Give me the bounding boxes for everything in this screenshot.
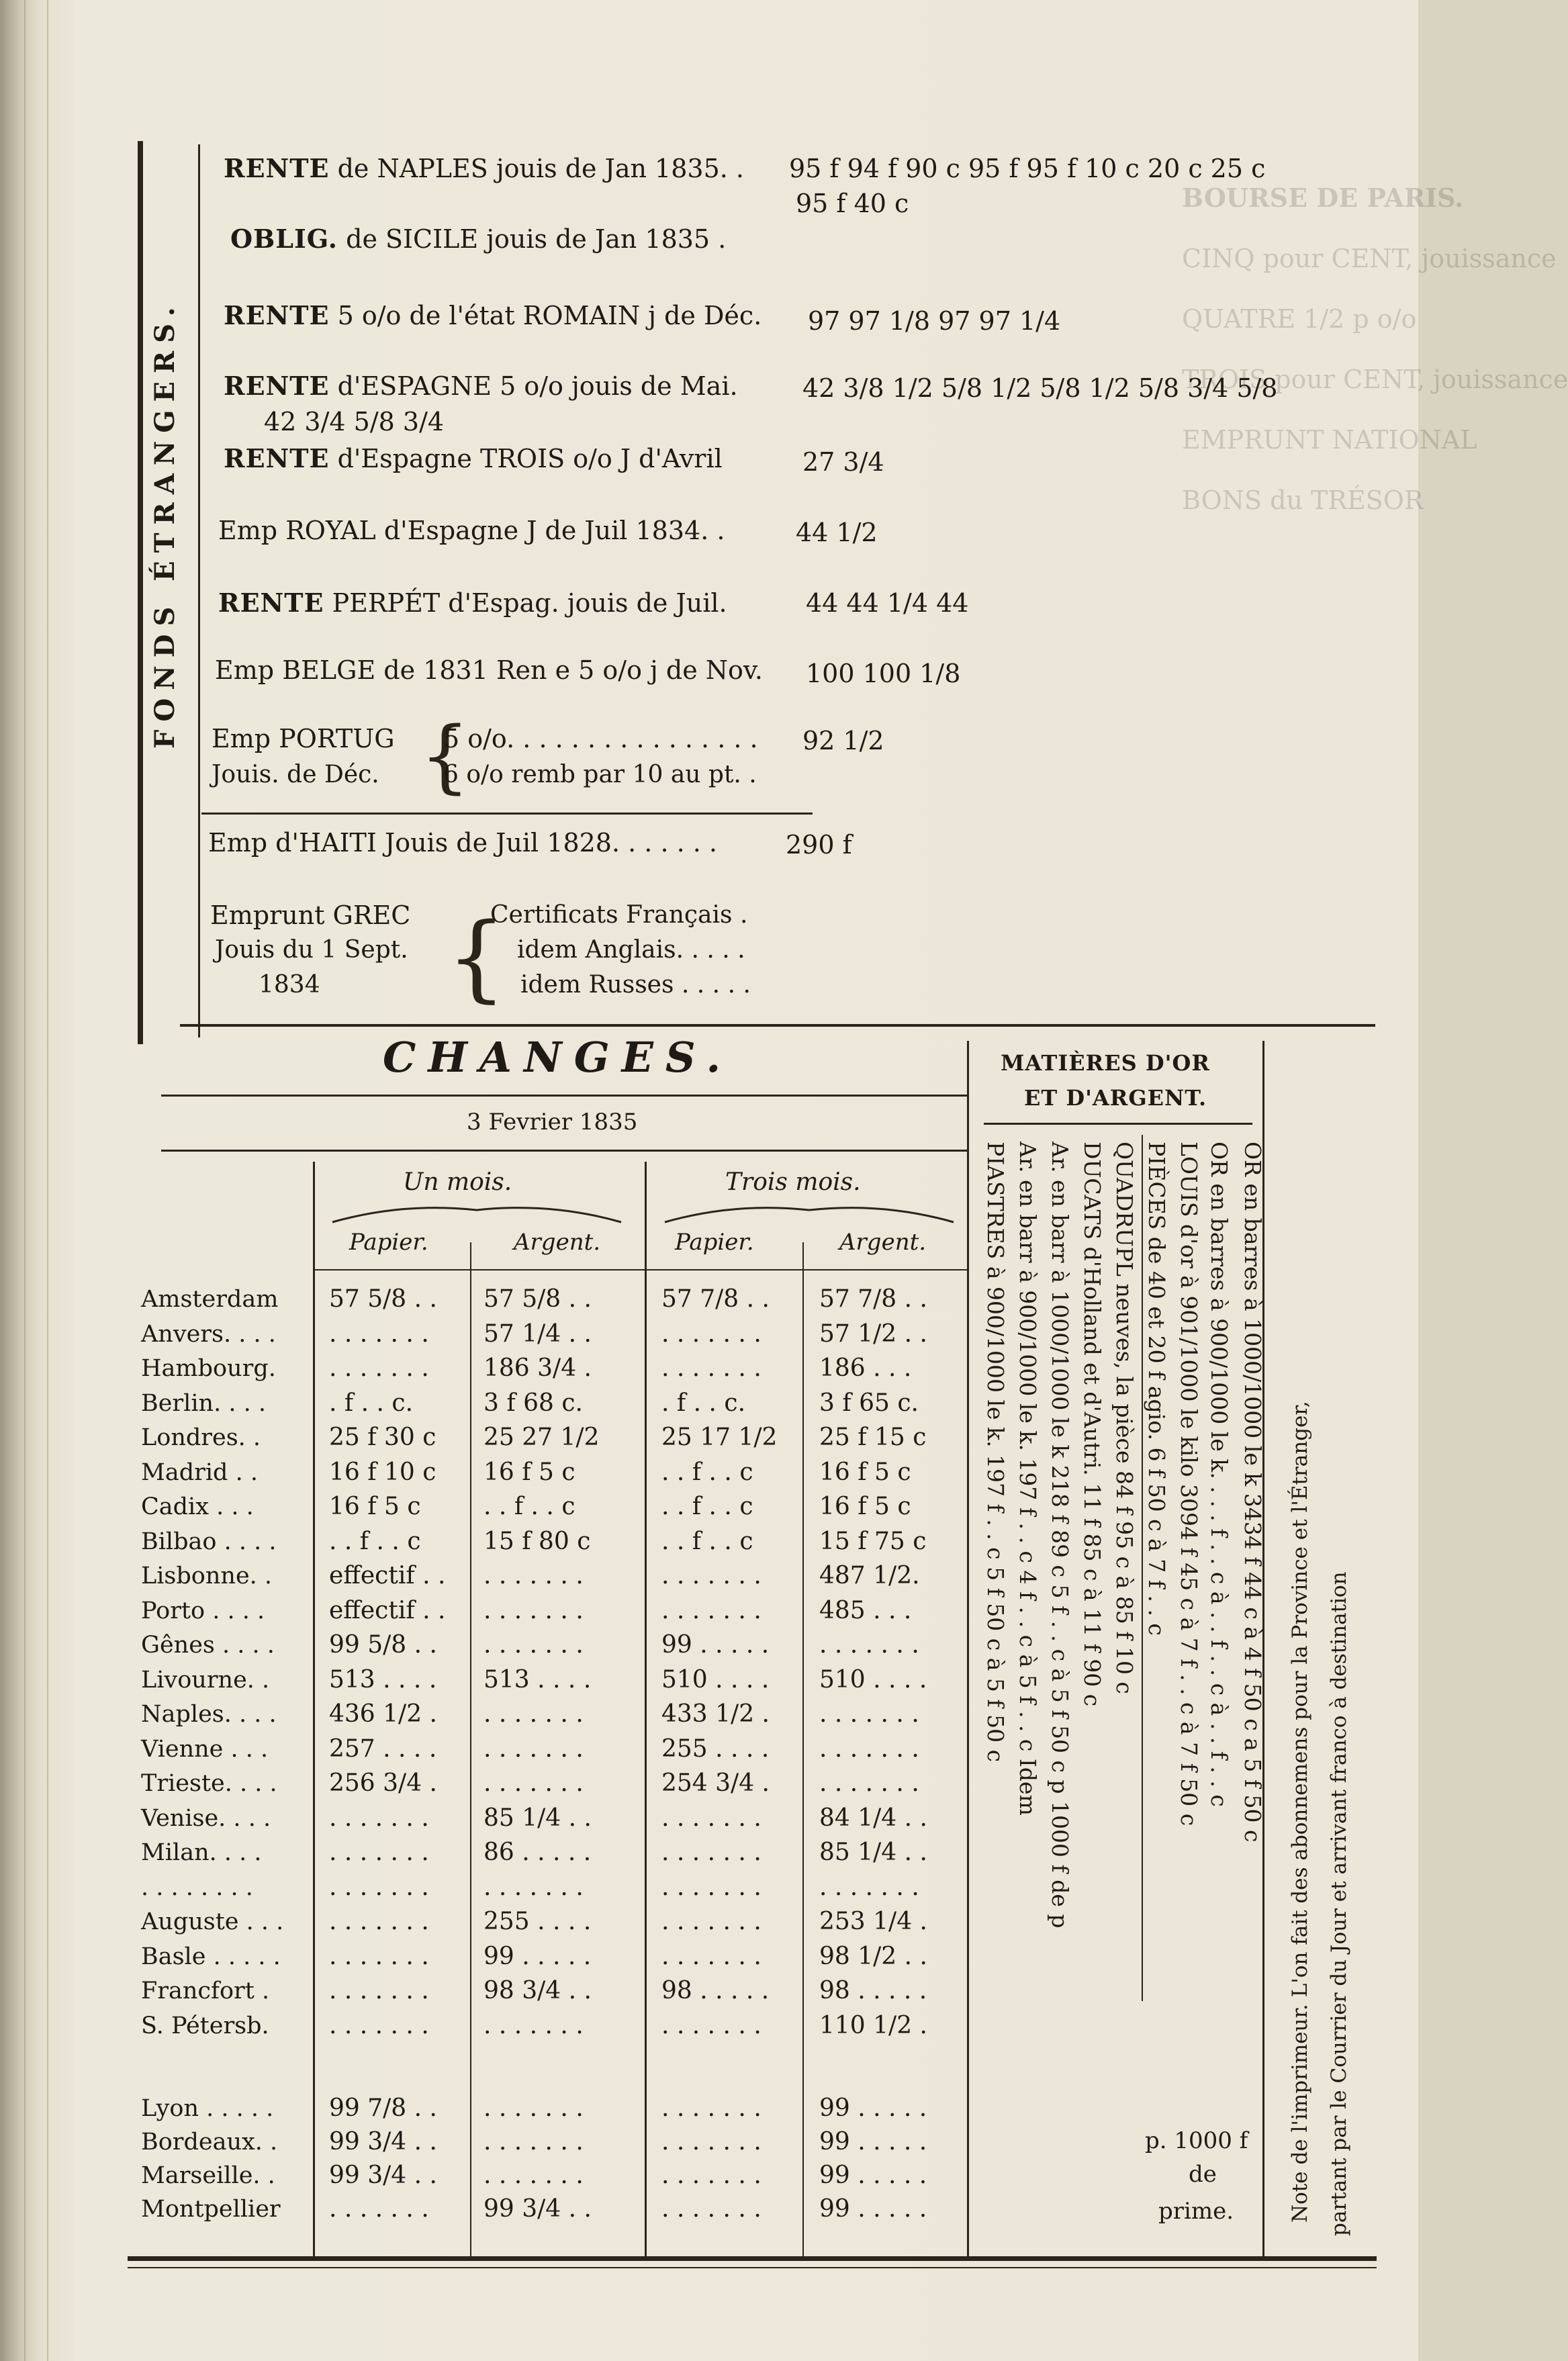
argent-un-mois-cell: 57 1/4 . . xyxy=(483,1320,592,1348)
city-cell: Amsterdam xyxy=(141,1286,279,1313)
city-cell: S. Pétersb. xyxy=(141,2012,269,2039)
papier-trois-mois-cell: . . . . . . . xyxy=(661,1839,762,1866)
argent-un-mois-cell: . . . . . . . xyxy=(483,1700,584,1728)
fonds-row-label: ROYAL d'Espagne J de Juil 1834. . xyxy=(277,516,725,545)
divider-line xyxy=(161,1095,967,1097)
papier-un-mois-cell: 513 . . . . xyxy=(329,1665,437,1694)
city-cell: Berlin. . . . xyxy=(141,1389,266,1417)
argent-trois-mois-cell: 15 f 75 c xyxy=(819,1527,927,1555)
argent-un-mois-cell: . . . . . . . xyxy=(483,2011,584,2039)
argent-un-mois-cell: . . . . . . . xyxy=(483,1596,584,1624)
matieres-line: PIÈCES de 40 et 20 f agio. 6 f 50 c à 7 f . . c xyxy=(1144,1142,1170,1636)
printer-note: partant par le Courrier du Jour et arrivant franco à destination xyxy=(1327,1571,1351,2236)
papier-un-mois-cell: 99 3/4 . . xyxy=(329,2128,437,2156)
argent-trois-mois-cell: 98 1/2 . . xyxy=(819,1942,927,1970)
argent-un-mois-cell: 25 27 1/2 xyxy=(483,1424,600,1451)
argent-trois-mois-cell: 99 . . . . . xyxy=(819,2094,927,2122)
header-flourish xyxy=(661,1195,957,1229)
argent-un-mois-cell: 513 . . . . xyxy=(483,1665,592,1694)
city-cell: Montpellier xyxy=(141,2196,281,2223)
column-divider xyxy=(802,1242,804,2256)
city-cell: Anvers. . . . xyxy=(141,1320,276,1348)
argent-un-mois-cell: . . f . . c xyxy=(483,1493,575,1520)
argent-un-mois-cell: 98 3/4 . . xyxy=(483,1977,592,2004)
argent-un-mois-cell: 16 f 5 c xyxy=(483,1458,575,1486)
fonds-row-kind: RENTE xyxy=(224,371,330,401)
column-divider xyxy=(967,1041,969,2256)
argent-un-mois-cell: 15 f 80 c xyxy=(483,1527,591,1555)
papier-trois-mois-cell: . . . . . . . xyxy=(661,1354,762,1382)
fonds-row-kind: Emp xyxy=(218,516,278,545)
city-cell: Marseille. . xyxy=(141,2162,275,2189)
city-cell: Bordeaux. . xyxy=(141,2129,278,2156)
prime-label: de xyxy=(1189,2161,1217,2188)
city-cell: Milan. . . . xyxy=(141,1839,262,1866)
fonds-row-kind: RENTE xyxy=(224,443,330,473)
fonds-row-prices: 27 3/4 xyxy=(802,447,884,477)
argent-trois-mois-cell: . . . . . . . xyxy=(819,1734,919,1763)
argent-un-mois-cell: 186 3/4 . xyxy=(483,1354,592,1382)
papier-un-mois-cell: . . . . . . . xyxy=(329,1320,429,1348)
portug-label: Emp PORTUG xyxy=(212,724,395,753)
changes-title: CHANGES. xyxy=(383,1033,733,1082)
fonds-row-kind: RENTE xyxy=(224,153,330,183)
brace-icon: { xyxy=(420,709,471,802)
fonds-row-label: BELGE de 1831 Ren e 5 o/o j de Nov. xyxy=(274,655,763,685)
header-flourish xyxy=(329,1195,625,1229)
fonds-row-espagne-trois xyxy=(224,443,723,474)
city-cell: Hambourg. xyxy=(141,1355,276,1382)
header-trois-mois: Trois mois. xyxy=(725,1168,861,1196)
bleed-through xyxy=(1182,168,1568,530)
argent-trois-mois-cell: 253 1/4 . xyxy=(819,1908,927,1935)
papier-un-mois-cell: effectif . . xyxy=(329,1562,446,1589)
matieres-line: Ar. en barr à 1000/1000 le k 218 f 89 c 5 f . . c à 5 f 50 c p 1000 f de p xyxy=(1047,1142,1073,1929)
city-cell: Livourne. . xyxy=(141,1666,270,1694)
argent-un-mois-cell: 57 5/8 . . xyxy=(483,1285,592,1313)
fonds-row-naples xyxy=(224,153,744,184)
argent-trois-mois-cell: 85 1/4 . . xyxy=(819,1839,927,1866)
papier-un-mois-cell: . . f . . c xyxy=(329,1527,421,1555)
papier-un-mois-cell: 16 f 10 c xyxy=(329,1458,436,1486)
bleed-line: TROIS pour CENT, jouissance xyxy=(1182,365,1568,394)
brace-icon: { xyxy=(447,903,507,1013)
papier-un-mois-cell: 99 5/8 . . xyxy=(329,1631,437,1659)
argent-un-mois-cell: . . . . . . . xyxy=(483,1769,584,1797)
papier-trois-mois-cell: . . . . . . . xyxy=(661,1873,762,1901)
papier-trois-mois-cell: . . f . . c xyxy=(661,1527,753,1555)
city-cell: Cadix . . . xyxy=(141,1493,254,1520)
argent-un-mois-cell: 99 . . . . . xyxy=(483,1942,592,1970)
fonds-etrangers-label: FONDS ÉTRANGERS. xyxy=(149,299,181,749)
papier-trois-mois-cell: 25 17 1/2 xyxy=(661,1424,778,1451)
divider-line xyxy=(984,1123,1252,1125)
argent-trois-mois-cell: 186 . . . xyxy=(819,1354,912,1382)
header-argent: Argent. xyxy=(839,1229,927,1256)
papier-un-mois-cell: . . . . . . . xyxy=(329,2195,429,2223)
argent-trois-mois-cell: 16 f 5 c xyxy=(819,1493,911,1520)
papier-trois-mois-cell: . . f . . c xyxy=(661,1458,753,1486)
papier-un-mois-cell: . . . . . . . xyxy=(329,1804,429,1832)
matieres-line: OR en barres à 1000/1000 le k 3434 f 44 c à 4 f 50 c a 5 f 50 c xyxy=(1240,1142,1266,1843)
argent-trois-mois-cell: 99 . . . . . xyxy=(819,2195,927,2223)
bleed-line: BOURSE DE PARIS. xyxy=(1182,183,1464,213)
fonds-row-kind: OBLIG. xyxy=(230,224,338,254)
argent-un-mois-cell: . . . . . . . xyxy=(483,2094,584,2122)
papier-trois-mois-cell: . f . . c. xyxy=(661,1389,746,1417)
column-divider xyxy=(645,1162,647,2256)
fonds-row-kind: RENTE xyxy=(218,588,324,618)
city-cell: Lisbonne. . xyxy=(141,1563,273,1589)
fonds-row-sicile xyxy=(230,224,726,254)
argent-trois-mois-cell: . . . . . . . xyxy=(819,1873,919,1901)
papier-un-mois-cell: . . . . . . . xyxy=(329,1977,429,2004)
fonds-row-label: d'ESPAGNE 5 o/o jouis de Mai. xyxy=(329,371,738,401)
fonds-row-label: 5 o/o de l'état ROMAIN j de Déc. xyxy=(329,301,762,330)
grec-jouis: Jouis du 1 Sept. xyxy=(215,936,408,964)
matieres-line: OR en barres à 900/1000 le k. . . . f . . c à . . f . . c à . . f . . c xyxy=(1206,1142,1232,1807)
papier-un-mois-cell: 436 1/2 . xyxy=(329,1700,437,1728)
argent-un-mois-cell: . . . . . . . xyxy=(483,1734,584,1763)
grec-year: 1834 xyxy=(259,971,320,999)
changes-date: 3 Fevrier 1835 xyxy=(467,1109,638,1136)
argent-un-mois-cell: . . . . . . . xyxy=(483,2162,584,2189)
fonds-row-kind: Emp xyxy=(215,655,275,685)
papier-trois-mois-cell: 254 3/4 . xyxy=(661,1769,770,1797)
section-bracket-thick xyxy=(138,141,143,1044)
divider-line xyxy=(201,813,813,815)
papier-trois-mois-cell: 98 . . . . . xyxy=(661,1977,770,2004)
papier-trois-mois-cell: . . . . . . . xyxy=(661,2094,762,2122)
grec-idem-anglais: idem Anglais. . . . . xyxy=(517,936,745,964)
argent-trois-mois-cell: 98 . . . . . xyxy=(819,1977,927,2004)
papier-trois-mois-cell: . . . . . . . xyxy=(661,2011,762,2039)
portug-price: 92 1/2 xyxy=(802,726,884,755)
matieres-line: QUADRUPL neuves, la pièce 84 f 95 c à 85 f 10 c xyxy=(1111,1142,1138,1694)
fonds-row-continuation: 42 3/4 5/8 3/4 xyxy=(264,407,445,436)
argent-un-mois-cell: . . . . . . . xyxy=(483,1562,584,1589)
fonds-row-prices: 42 3/8 1/2 5/8 1/2 5/8 1/2 5/8 3/4 5/8 xyxy=(802,373,1278,403)
city-cell: Naples. . . . xyxy=(141,1701,277,1728)
papier-trois-mois-cell: . . . . . . . xyxy=(661,1562,762,1589)
argent-trois-mois-cell: . . . . . . . xyxy=(819,1769,919,1797)
papier-un-mois-cell: 256 3/4 . xyxy=(329,1769,437,1797)
fonds-row-label: de NAPLES jouis de Jan 1835. . xyxy=(329,154,744,183)
papier-trois-mois-cell: . . . . . . . xyxy=(661,1804,762,1832)
header-papier: Papier. xyxy=(675,1229,754,1256)
fonds-row-prices: 44 1/2 xyxy=(796,518,878,547)
divider-line xyxy=(313,1269,967,1270)
bottom-rule xyxy=(128,2267,1377,2268)
matieres-title: ET D'ARGENT. xyxy=(1024,1085,1207,1111)
papier-un-mois-cell: 16 f 5 c xyxy=(329,1493,421,1520)
fonds-row-label: d'Espagne TROIS o/o J d'Avril xyxy=(329,444,723,473)
papier-trois-mois-cell: 255 . . . . xyxy=(661,1734,770,1763)
haiti-price: 290 f xyxy=(786,830,852,860)
matieres-title: MATIÈRES D'OR xyxy=(1001,1050,1210,1076)
argent-un-mois-cell: 86 . . . . . xyxy=(483,1839,592,1866)
papier-trois-mois-cell: . . . . . . . xyxy=(661,1908,762,1935)
section-bracket-thin xyxy=(198,144,200,1037)
argent-trois-mois-cell: 3 f 65 c. xyxy=(819,1389,919,1417)
papier-un-mois-cell: 57 5/8 . . xyxy=(329,1285,437,1313)
city-cell: Gênes . . . . xyxy=(141,1632,275,1659)
bleed-line: QUATRE 1/2 p o/o xyxy=(1182,304,1417,334)
fonds-row-label: de SICILE jouis de Jan 1835 . xyxy=(338,224,727,254)
fonds-row-prices: 97 97 1/8 97 97 1/4 xyxy=(808,306,1061,336)
papier-trois-mois-cell: 57 7/8 . . xyxy=(661,1285,770,1313)
fonds-row-prices: 95 f 94 f 90 c 95 f 95 f 10 c 20 c 25 c xyxy=(789,154,1266,183)
argent-trois-mois-cell: 99 . . . . . xyxy=(819,2128,927,2156)
papier-trois-mois-cell: 433 1/2 . xyxy=(661,1700,770,1728)
city-cell: Venise. . . . xyxy=(141,1804,271,1832)
papier-trois-mois-cell: 510 . . . . xyxy=(661,1665,770,1694)
argent-un-mois-cell: 3 f 68 c. xyxy=(483,1389,583,1417)
papier-trois-mois-cell: . . . . . . . xyxy=(661,1596,762,1624)
argent-trois-mois-cell: 57 1/2 . . xyxy=(819,1320,927,1348)
page-edge-line xyxy=(47,0,48,2361)
page-edge-line xyxy=(24,0,26,2361)
fonds-row-royal xyxy=(218,515,725,546)
argent-trois-mois-cell: . . . . . . . xyxy=(819,1631,919,1659)
bleed-line: CINQ pour CENT, jouissance xyxy=(1182,244,1557,273)
bleed-line: BONS du TRÉSOR xyxy=(1182,485,1424,515)
argent-trois-mois-cell: . . . . . . . xyxy=(819,1700,919,1728)
papier-un-mois-cell: 99 7/8 . . xyxy=(329,2094,437,2122)
argent-un-mois-cell: 85 1/4 . . xyxy=(483,1804,592,1832)
papier-un-mois-cell: . . . . . . . xyxy=(329,1873,429,1901)
fonds-row-prices: 44 44 1/4 44 xyxy=(806,588,969,618)
divider-line xyxy=(161,1150,967,1152)
column-divider xyxy=(313,1162,315,2256)
portug-6pct: 6 o/o remb par 10 au pt. . xyxy=(443,761,757,788)
papier-un-mois-cell: 257 . . . . xyxy=(329,1734,437,1763)
papier-un-mois-cell: . . . . . . . xyxy=(329,1908,429,1935)
city-cell: Basle . . . . . xyxy=(141,1943,281,1970)
argent-un-mois-cell: . . . . . . . xyxy=(483,1631,584,1659)
fonds-row-kind: RENTE xyxy=(224,300,330,330)
matieres-line: PIASTRES à 900/1000 le k. 197 f . . c 5 f 50 c à 5 f 50 c xyxy=(982,1142,1009,1763)
argent-un-mois-cell: 255 . . . . xyxy=(483,1908,592,1935)
papier-un-mois-cell: effectif . . xyxy=(329,1596,446,1624)
column-divider xyxy=(470,1242,471,2256)
argent-trois-mois-cell: 99 . . . . . xyxy=(819,2162,927,2189)
papier-trois-mois-cell: . . . . . . . xyxy=(661,1320,762,1348)
papier-un-mois-cell: 99 3/4 . . xyxy=(329,2162,437,2189)
fonds-row-prices: 95 f 40 c xyxy=(796,189,909,218)
papier-un-mois-cell: . . . . . . . xyxy=(329,1942,429,1970)
city-cell: Vienne . . . xyxy=(141,1735,269,1763)
papier-trois-mois-cell: . . . . . . . xyxy=(661,2162,762,2189)
fonds-row-romain xyxy=(224,300,762,331)
argent-trois-mois-cell: 84 1/4 . . xyxy=(819,1804,927,1832)
papier-trois-mois-cell: 99 . . . . . xyxy=(661,1631,770,1659)
argent-trois-mois-cell: 510 . . . . xyxy=(819,1665,927,1694)
papier-un-mois-cell: . f . . c. xyxy=(329,1389,414,1417)
section-divider xyxy=(180,1024,1375,1027)
papier-un-mois-cell: . . . . . . . xyxy=(329,1354,429,1382)
bleed-line: EMPRUNT NATIONAL xyxy=(1182,425,1477,455)
fonds-row-belge xyxy=(215,655,763,686)
fonds-row-espagne xyxy=(224,371,738,402)
portug-jouis: Jouis. de Déc. xyxy=(212,761,379,788)
fonds-row-perpet xyxy=(218,588,727,618)
city-cell: . . . . . . . . xyxy=(141,1873,253,1901)
argent-trois-mois-cell: 16 f 5 c xyxy=(819,1458,911,1486)
papier-un-mois-cell: . . . . . . . xyxy=(329,1839,429,1866)
papier-un-mois-cell: . . . . . . . xyxy=(329,2011,429,2039)
grec-label: Emprunt GREC xyxy=(210,900,411,930)
header-un-mois: Un mois. xyxy=(403,1168,512,1196)
argent-trois-mois-cell: 110 1/2 . xyxy=(819,2011,927,2039)
argent-un-mois-cell: 99 3/4 . . xyxy=(483,2195,592,2223)
argent-trois-mois-cell: 25 f 15 c xyxy=(819,1424,927,1451)
portug-5pct: 5 o/o. . . . . . . . . . . . . . . . xyxy=(443,724,758,753)
city-cell: Francfort . xyxy=(141,1978,270,2004)
papier-trois-mois-cell: . . . . . . . xyxy=(661,2195,762,2223)
argent-un-mois-cell: . . . . . . . xyxy=(483,1873,584,1901)
argent-trois-mois-cell: 485 . . . xyxy=(819,1596,912,1624)
city-cell: Londres. . xyxy=(141,1424,261,1451)
printer-note: Note de l'imprimeur. L'on fait des abonnemens pour la Province et l'Étranger, xyxy=(1288,1401,1312,2223)
matieres-line: Ar. en barr à 900/1000 le k. 197 f . . c 4 f . . c à 5 f . . c Idem xyxy=(1015,1142,1041,1816)
city-cell: Porto . . . . xyxy=(141,1597,265,1624)
page-spine xyxy=(0,0,74,2361)
city-cell: Lyon . . . . . xyxy=(141,2095,274,2122)
prime-label: prime. xyxy=(1158,2198,1234,2225)
city-cell: Madrid . . xyxy=(141,1459,258,1486)
header-papier: Papier. xyxy=(349,1229,428,1256)
grec-idem-russes: idem Russes . . . . . xyxy=(520,971,751,999)
argent-trois-mois-cell: 487 1/2. xyxy=(819,1562,920,1589)
papier-trois-mois-cell: . . . . . . . xyxy=(661,2128,762,2156)
city-cell: Trieste. . . . xyxy=(141,1770,277,1797)
city-cell: Bilbao . . . . xyxy=(141,1528,277,1555)
fonds-row-prices: 100 100 1/8 xyxy=(806,659,961,688)
grec-certif-francais: Certificats Français . xyxy=(490,901,748,929)
bottom-rule xyxy=(128,2256,1377,2261)
prime-label: p. 1000 f xyxy=(1145,2127,1248,2154)
papier-trois-mois-cell: . . . . . . . xyxy=(661,1942,762,1970)
argent-un-mois-cell: . . . . . . . xyxy=(483,2128,584,2156)
papier-un-mois-cell: 25 f 30 c xyxy=(329,1424,436,1451)
header-argent: Argent. xyxy=(514,1229,601,1256)
argent-trois-mois-cell: 57 7/8 . . xyxy=(819,1285,927,1313)
column-divider xyxy=(1142,1135,1143,2001)
matieres-line: LOUIS d'or à 901/1000 le kilo 3094 f 45 c à 7 f . . c à 7 f 50 c xyxy=(1176,1142,1202,1826)
papier-trois-mois-cell: . . f . . c xyxy=(661,1493,753,1520)
matieres-line: DUCATS d'Holland et d'Autri. 11 f 85 c à 11 f 90 c xyxy=(1079,1142,1105,1707)
fonds-row-label: PERPÉT d'Espag. jouis de Juil. xyxy=(324,588,727,618)
haiti-row: Emp d'HAITI Jouis de Juil 1828. . . . . . . xyxy=(208,828,718,858)
city-cell: Auguste . . . xyxy=(141,1908,284,1935)
